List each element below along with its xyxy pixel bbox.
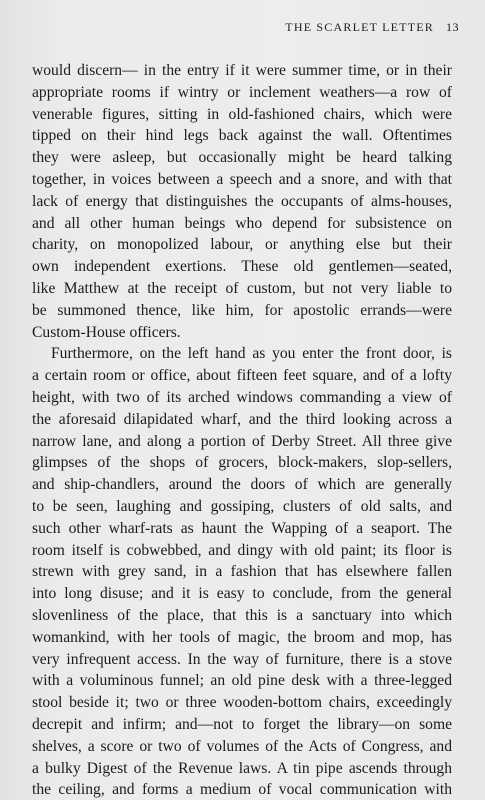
text-line: height, with two of its arched windows commanding a view of <box>32 388 452 406</box>
text-line: and all other human beings who depend for subsistence on <box>32 214 452 232</box>
text-line: glimpses of the shops of grocers, block-makers, slop-sellers, <box>32 454 452 472</box>
text-line: together, in voices between a speech and a snore, and with that <box>32 170 452 188</box>
paragraph-1 <box>32 60 452 343</box>
text-line: room itself is cobwebbed, and dingy with old paint; its floor is <box>32 541 452 559</box>
text-line: very infrequent access. In the way of furniture, there is a stove <box>32 650 452 668</box>
text-line: Furthermore, on the left hand as you enter the front door, is <box>51 345 452 363</box>
text-line: own independent exertions. These old gentlemen—seated, <box>32 258 452 276</box>
running-head <box>285 20 459 35</box>
text-line: be summoned thence, like him, for apostolic errands—were <box>32 301 452 319</box>
text-line: a certain room or office, about fifteen feet square, and of a lofty <box>32 367 452 385</box>
text-line: like Matthew at the receipt of custom, but not very liable to <box>32 279 452 297</box>
running-head-title: THE SCARLET LETTER <box>285 20 434 34</box>
text-line: strewn with grey sand, in a fashion that has elsewhere fallen <box>32 563 452 581</box>
text-line: would discern— in the entry if it were summer time, or in their <box>32 62 452 79</box>
text-line: with a voluminous funnel; an old pine desk with a three-legged <box>32 672 452 690</box>
text-line: a bulky Digest of the Revenue laws. A tin pipe ascends through <box>32 759 452 777</box>
text-line: and ship-chandlers, around the doors of which are generally <box>32 476 452 494</box>
text-line: appropriate rooms if wintry or inclement weathers—a row of <box>32 83 452 101</box>
page-number: 13 <box>446 20 459 34</box>
text-line: narrow lane, and along a portion of Derby Street. All three give <box>32 432 452 450</box>
text-line: slovenliness of the place, that this is a sanctuary into which <box>32 606 452 624</box>
text-line: decrepit and infirm; and—not to forget the library—on some <box>32 715 452 733</box>
text-line: tipped on their hind legs back against the wall. Oftentimes <box>32 127 452 145</box>
text-line: to be seen, laughing and gossiping, clusters of old salts, and <box>32 497 452 515</box>
body-text <box>32 60 452 800</box>
text-line: the aforesaid dilapidated wharf, and the third looking across a <box>32 410 452 428</box>
text-line: charity, on monopolized labour, or anything else but their <box>32 236 452 254</box>
paragraph-2 <box>32 343 452 800</box>
text-line: the ceiling, and forms a medium of vocal communication with <box>32 781 452 799</box>
text-line: venerable figures, sitting in old-fashioned chairs, which were <box>32 105 452 123</box>
text-line: shelves, a score or two of volumes of the Acts of Congress, and <box>32 737 452 755</box>
text-line: Custom-House officers. <box>32 323 181 341</box>
text-line: stool beside it; two or three wooden-bottom chairs, exceedingly <box>32 694 452 712</box>
text-line: they were asleep, but occasionally might be heard talking <box>32 149 452 167</box>
text-line: womankind, with her tools of magic, the broom and mop, has <box>32 628 452 646</box>
text-line: such other wharf-rats as haunt the Wapping of a seaport. The <box>32 519 452 537</box>
text-line: lack of energy that distinguishes the occupants of alms-houses, <box>32 192 452 210</box>
text-line: into long disuse; and it is easy to conclude, from the general <box>32 585 452 603</box>
